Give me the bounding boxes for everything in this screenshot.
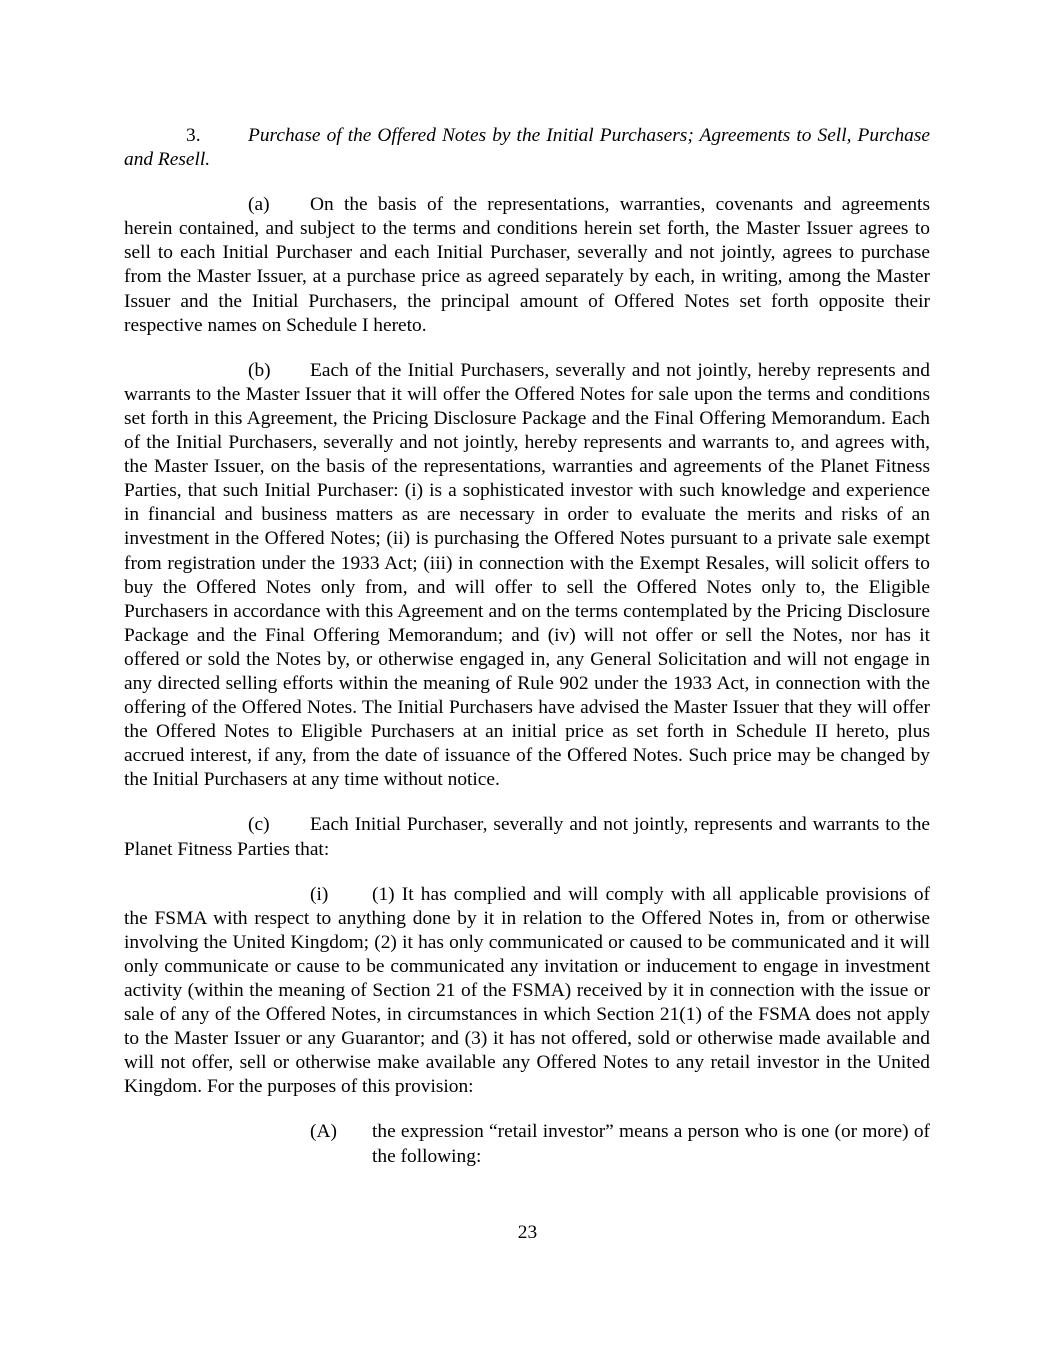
paragraph-c-text: Each Initial Purchaser, severally and not jointly, represents and warrants to the Planet Fitness Parties that: [124, 814, 930, 860]
paragraph-b [124, 359, 930, 793]
section-heading [124, 124, 930, 172]
paragraph-a [124, 193, 930, 338]
paragraph-b-text: Each of the Initial Purchasers, severally and not jointly, hereby represents and warrants to the Master Issuer that it will offer the Offered Notes for sale upon the terms and conditions set forth in this Agreement, the Pricing Disclosure Package and the Final Offering Memorandum. Each of the Initial Purchasers, severally and not jointly, hereby represents and warrants to, and agrees with, the Master Issuer, on the basis of the representations, warranties and agreements of the Planet Fitness Parties, that such Initial Purchaser: (i) is a sophisticated investor with such knowledge and experience in financial and business matters as are necessary in order to evaluate the merits and risks of an investment in the Offered Notes; (ii) is purchasing the Offered Notes pursuant to a private sale exempt from registration under the 1933 Act; (iii) in connection with the Exempt Resales, will solicit offers to buy the Offered Notes only from, and will offer to sell the Offered Notes only to, the Eligible Purchasers in accordance with this Agreement and on the terms contemplated by the Pricing Disclosure Package and the Final Offering Memorandum; and (iv) will not offer or sell the Notes, nor has it offered or sold the Notes by, or otherwise engaged in, any General Solicitation and will not engage in any directed selling efforts within the meaning of Rule 902 under the 1933 Act, in connection with the offering of the Offered Notes. The Initial Purchasers have advised the Master Issuer that they will offer the Offered Notes to Eligible Purchasers at an initial price as set forth in Schedule II hereto, plus accrued interest, if any, from the date of issuance of the Offered Notes. Such price may be changed by the Initial Purchasers at any time without notice. [124, 359, 930, 791]
subparagraph-i-label: (i) [310, 883, 329, 905]
section-title: Purchase of the Offered Notes by the Initial Purchasers; Agreements to Sell, Purchase and Resell. [124, 125, 930, 171]
paragraph-a-label: (a) [248, 194, 270, 216]
item-A [124, 1120, 930, 1168]
document-page [124, 124, 930, 1169]
subparagraph-i [124, 883, 930, 1100]
item-A-text: the expression “retail investor” means a person who is one (or more) of the following: [372, 1121, 930, 1167]
paragraph-a-text: On the basis of the representations, warranties, covenants and agreements herein contained, and subject to the terms and conditions herein set forth, the Master Issuer agrees to sell to each Initial Purchaser and each Initial Purchaser, severally and not jointly, agrees to purchase from the Master Issuer, at a purchase price as agreed separately by each, in writing, among the Master Issuer and the Initial Purchasers, the principal amount of Offered Notes set forth opposite their respective names on Schedule I hereto. [124, 194, 930, 336]
paragraph-c [124, 813, 930, 861]
paragraph-c-label: (c) [248, 814, 270, 836]
paragraph-b-label: (b) [248, 359, 271, 381]
page-number: 23 [517, 1222, 538, 1243]
subparagraph-i-text: (1) It has complied and will comply with all applicable provisions of the FSMA with respect to anything done by it in relation to the Offered Notes in, from or otherwise involving the United Kingdom; (2) it has only communicated or caused to be communicated and it will only communicate or cause to be communicated any invitation or inducement to engage in investment activity (within the meaning of Section 21 of the FSMA) received by it in connection with the issue or sale of any of the Offered Notes, in circumstances in which Section 21(1) of the FSMA does not apply to the Master Issuer or any Guarantor; and (3) it has not offered, sold or otherwise made available and will not offer, sell or otherwise make available any Offered Notes to any retail investor in the United Kingdom. For the purposes of this provision: [124, 883, 930, 1098]
item-A-label: (A) [310, 1121, 337, 1143]
section-number: 3. [186, 125, 201, 146]
